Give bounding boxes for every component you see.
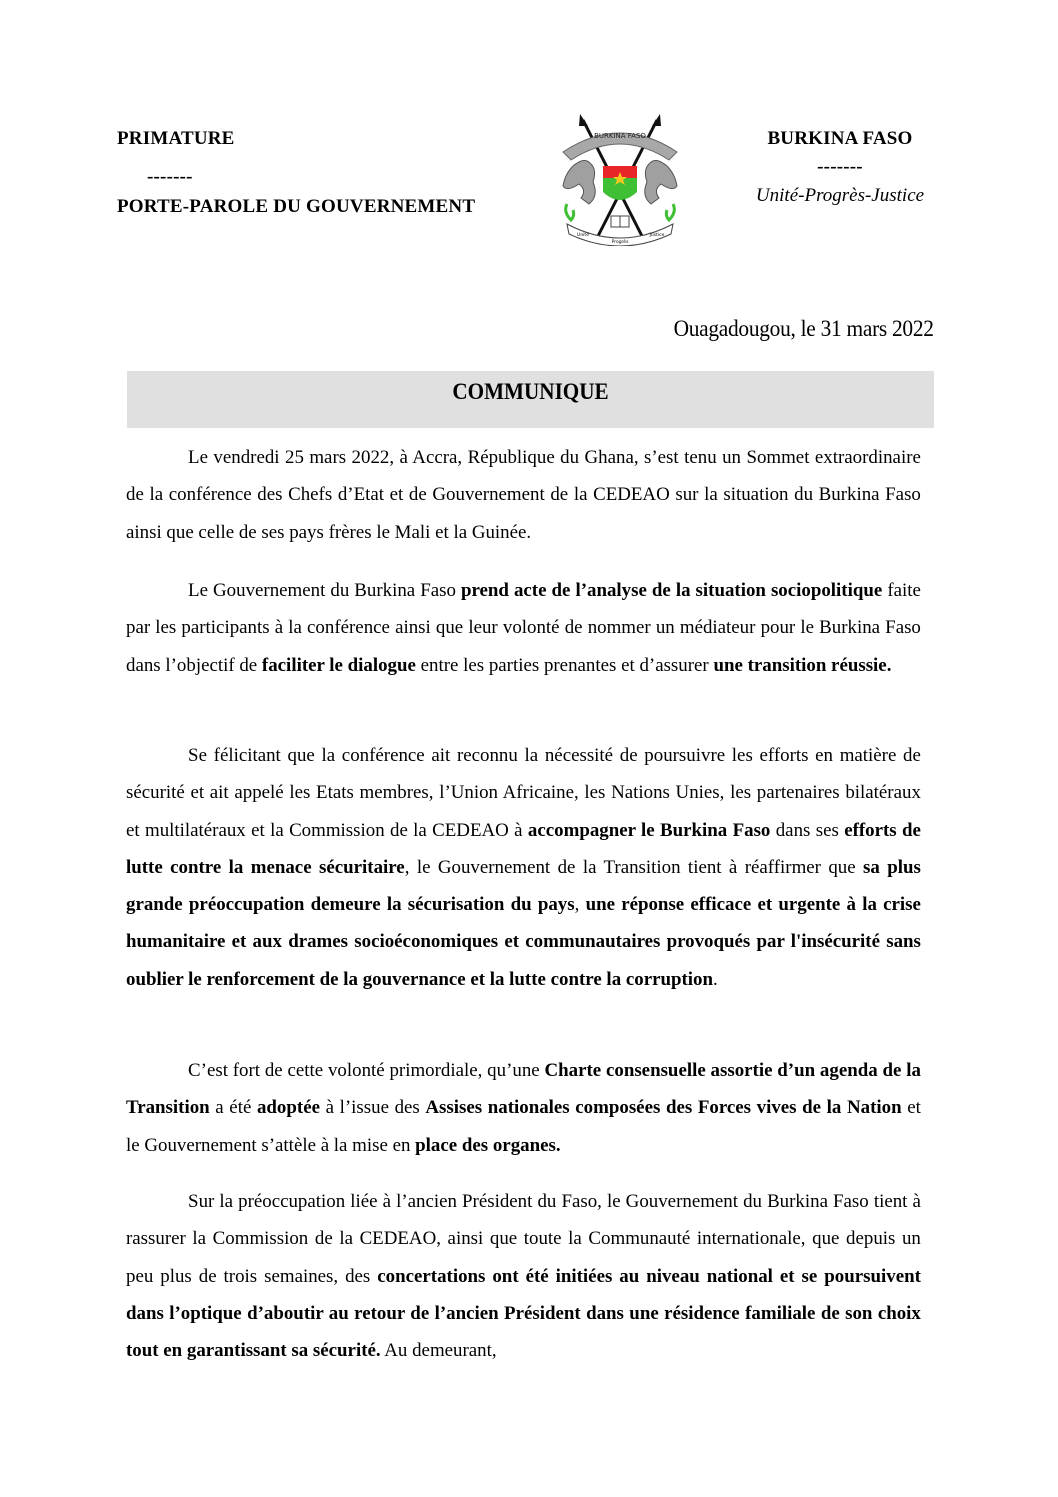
paragraph-3 — [126, 737, 921, 998]
text-segment: C’est fort de cette volonté primordiale, qu’une — [188, 1060, 545, 1081]
text-segment: . — [713, 968, 718, 990]
text-segment: Au demeurant, — [380, 1340, 497, 1362]
text-segment: à l’issue des — [319, 1097, 426, 1119]
text-segment: Le Gouvernement du Burkina Faso — [188, 580, 461, 601]
bold-text-segment: sa plus grande préoccupation demeure la sécurisation du pays — [126, 856, 921, 916]
bold-text-segment: efforts de lutte contre la menace sécuritaire — [126, 819, 921, 878]
paragraph-2 — [126, 572, 921, 684]
paragraph-1 — [126, 439, 921, 551]
text-segment: , le Gouvernement de la Transition tient à réaffirmer que — [404, 856, 864, 878]
coat-of-arms-icon — [553, 112, 687, 246]
text-segment: dans ses — [770, 819, 845, 841]
document-title: COMMUNIQUE — [452, 379, 609, 404]
text-segment: Sur la préoccupation liée à l’ancien Président du Faso, le Gouvernement du Burkina Faso tient à rassurer la Commission de la CEDEAO, ainsi que toute la Communauté internationale, que depuis un peu plus de trois semaines, des — [126, 1191, 921, 1287]
text-segment: Se félicitant que la conférence ait reconnu la nécessité de poursuivre les efforts en matière de sécurité et ait appelé les Etats membres, l’Union Africaine, les Nations Unies, les partenaires bilatéraux et multilatéraux et la Commission de la CEDEAO à — [126, 745, 921, 841]
emblem-scroll-unite: Unité — [577, 233, 589, 238]
bold-text-segment: une réponse efficace et urgente à la crise humanitaire et aux drames socioéconomiques et communautaires provoqués par l'insécurité sans oublier le renforcement de la gouvernance et la lutte contre la corruption — [126, 894, 921, 990]
bold-text-segment: place des organes. — [415, 1134, 561, 1156]
paragraph-5 — [126, 1183, 921, 1369]
text-segment: faite par les participants à la conférence ainsi que leur volonté de nommer un médiateur pour le Burkina Faso dans l’objectif de — [126, 580, 921, 676]
text-segment: , — [574, 894, 586, 916]
bold-text-segment: Charte consensuelle assortie d’un agenda de la Transition — [126, 1060, 921, 1119]
emblem-scroll-justice: Justice — [649, 233, 665, 238]
header-country: BURKINA FASO — [767, 128, 913, 149]
bold-text-segment: faciliter le dialogue — [261, 654, 416, 676]
bold-text-segment: Assises nationales composées des Forces vives de la Nation — [425, 1097, 902, 1119]
bold-text-segment: concertations ont été initiées au niveau national — [377, 1265, 773, 1287]
text-segment: Le vendredi 25 mars 2022, à Accra, République du Ghana, s’est tenu un Sommet extraordinaire de la conférence des Chefs d’Etat et de Gouvernement de la CEDEAO sur la situation du Burkina Faso ainsi que celle de ses pays frères le Mali et la Guinée. — [126, 447, 921, 543]
header-right-separator: ------- — [817, 156, 863, 177]
bold-text-segment: et se poursuivent dans l’optique d’aboutir au retour de l’ancien Président dans une résidence familiale de son choix tout en garantissant sa sécurité. — [126, 1265, 921, 1362]
bold-text-segment: adoptée — [256, 1097, 320, 1119]
emblem-banner-text: BURKINA FASO — [594, 132, 646, 140]
date-line: Ouagadougou, le 31 mars 2022 — [673, 316, 934, 341]
header-office: PORTE-PAROLE DU GOUVERNEMENT — [117, 196, 476, 217]
bold-text-segment: prend acte de l’analyse de la situation sociopolitique — [460, 580, 883, 601]
emblem-scroll-progres: Progrès — [611, 240, 629, 245]
text-segment: a été — [209, 1097, 257, 1119]
bold-text-segment: une transition réussie. — [713, 654, 892, 676]
paragraph-4 — [126, 1052, 921, 1164]
text-segment: entre les parties prenantes et d’assurer — [415, 654, 714, 676]
text-segment: et le Gouvernement s’attèle à la mise en — [126, 1097, 921, 1156]
header-org: PRIMATURE — [117, 128, 235, 149]
header-motto: Unité-Progrès-Justice — [755, 185, 925, 206]
header-left-separator: ------- — [147, 166, 193, 187]
bold-text-segment: accompagner le Burkina Faso — [527, 819, 771, 841]
